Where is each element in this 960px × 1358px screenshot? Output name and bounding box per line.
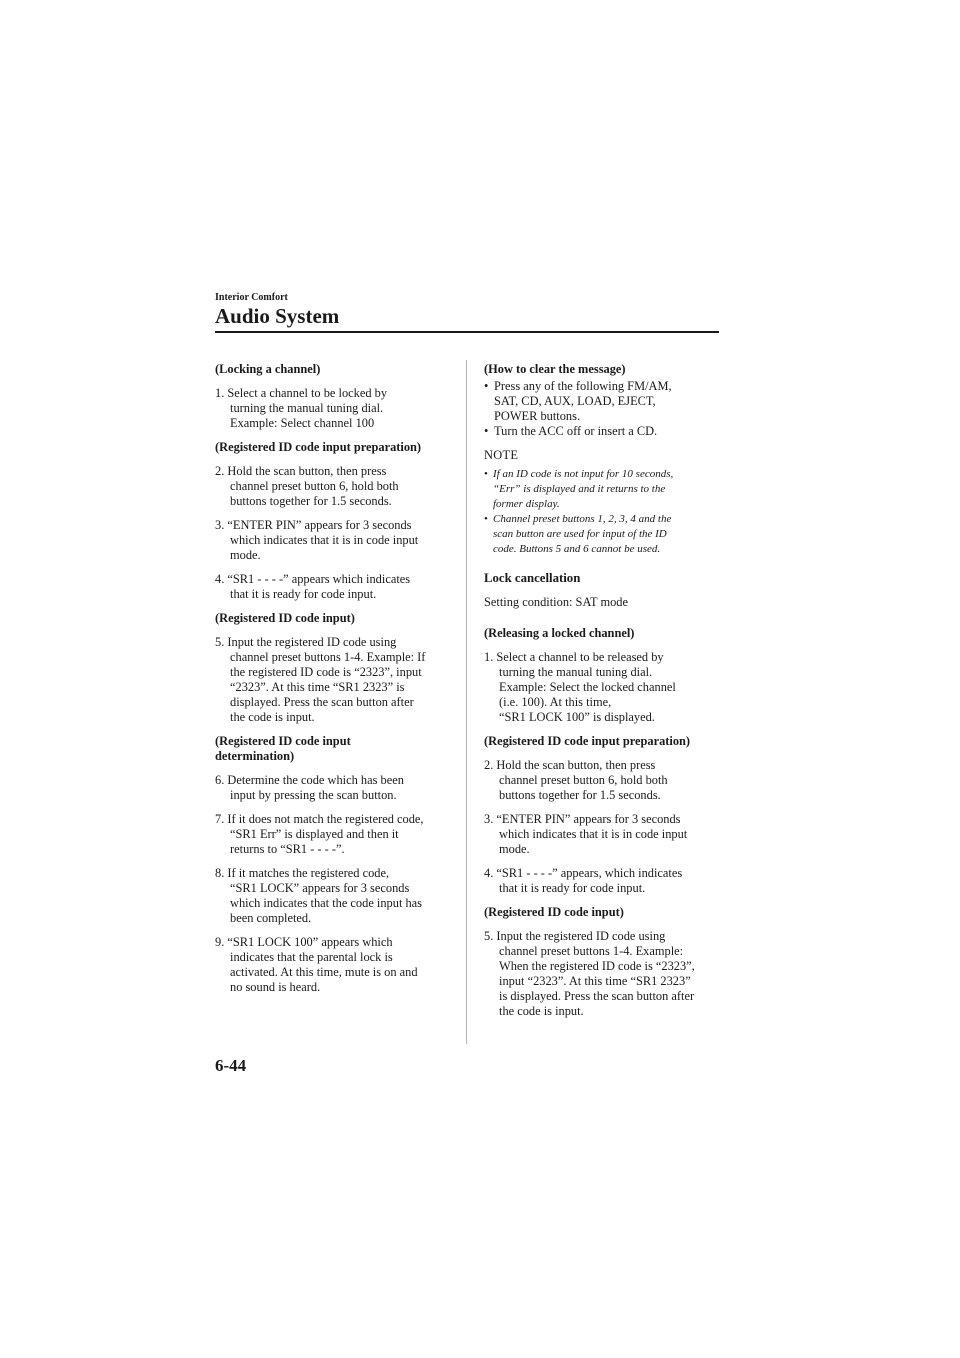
step-4: 4. “SR1 - - - -” appears which indicates that it is ready for code input. [215, 572, 411, 601]
step-5: 5. Input the registered ID code using channel preset buttons 1-4. Example: If the registered ID code is “2323”, input “2323”. At this time “SR1 2323” is displayed. Press the scan button after the code is input. [215, 635, 426, 724]
clear-bullet-item: • Turn the ACC off or insert a CD. [484, 424, 724, 439]
releasing-heading: (Releasing a locked channel) [484, 626, 635, 640]
input-heading: (Registered ID code input) [484, 905, 624, 919]
step-3: 3. “ENTER PIN” appears for 3 seconds which indicates that it is in code input mode. [215, 518, 419, 562]
locking-heading: (Locking a channel) [215, 362, 321, 376]
lock-cancellation-heading: Lock cancellation [484, 571, 581, 585]
prep-heading: (Registered ID code input preparation) [484, 734, 691, 748]
note-item: • Channel preset buttons 1, 2, 3, 4 and the scan button are used for input of the ID code. Buttons 5 and 6 cannot be used. [484, 512, 724, 557]
clear-bullet-list [484, 379, 724, 439]
step-9: 9. “SR1 LOCK 100” appears which indicates that the parental lock is activated. At this time, mute is on and no sound is heard. [215, 935, 418, 994]
note-label: NOTE [484, 448, 519, 462]
step-3: 3. “ENTER PIN” appears for 3 seconds which indicates that it is in code input mode. [484, 812, 688, 856]
step-5: 5. Input the registered ID code using channel preset buttons 1-4. Example: When the registered ID code is “2323”, input “2323”. At this time “SR1 2323” is displayed. Press the scan button after the code is input. [484, 929, 695, 1018]
note-item: • If an ID code is not input for 10 seconds, “Err” is displayed and it returns to the former display. [484, 467, 724, 512]
step-1: 1. Select a channel to be released by turning the manual tuning dial. Example: Select the locked channel (i.e. 100). At this time, “SR1 LOCK 100” is displayed. [484, 650, 676, 724]
left-column [215, 362, 455, 1004]
step-7: 7. If it does not match the registered code, “SR1 Err” is displayed and then it returns to “SR1 - - - -”. [215, 812, 424, 856]
input-heading: (Registered ID code input) [215, 611, 355, 625]
setting-condition: Setting condition: SAT mode [484, 595, 628, 609]
clear-bullet-item: • Press any of the following FM/AM, SAT, CD, AUX, LOAD, EJECT, POWER buttons. [484, 379, 724, 424]
step-8: 8. If it matches the registered code, “SR1 LOCK” appears for 3 seconds which indicates that the code input has been completed. [215, 866, 423, 925]
column-divider [466, 360, 467, 1044]
section-label: Interior Comfort [215, 292, 288, 303]
note-list [484, 467, 724, 557]
page-number: 6-44 [215, 1056, 247, 1075]
determination-heading: (Registered ID code input determination) [215, 734, 351, 763]
clear-heading: (How to clear the message) [484, 362, 626, 376]
step-4: 4. “SR1 - - - -” appears, which indicates that it is ready for code input. [484, 866, 683, 895]
step-2: 2. Hold the scan button, then press channel preset button 6, hold both buttons together for 1.5 seconds. [484, 758, 668, 802]
step-6: 6. Determine the code which has been input by pressing the scan button. [215, 773, 404, 802]
prep-heading: (Registered ID code input preparation) [215, 440, 422, 454]
title-rule [215, 331, 719, 333]
step-2: 2. Hold the scan button, then press channel preset button 6, hold both buttons together for 1.5 seconds. [215, 464, 399, 508]
step-1: 1. Select a channel to be locked by turning the manual tuning dial. Example: Select channel 100 [215, 386, 388, 430]
right-column [484, 362, 724, 1028]
page-title: Audio System [215, 304, 340, 328]
